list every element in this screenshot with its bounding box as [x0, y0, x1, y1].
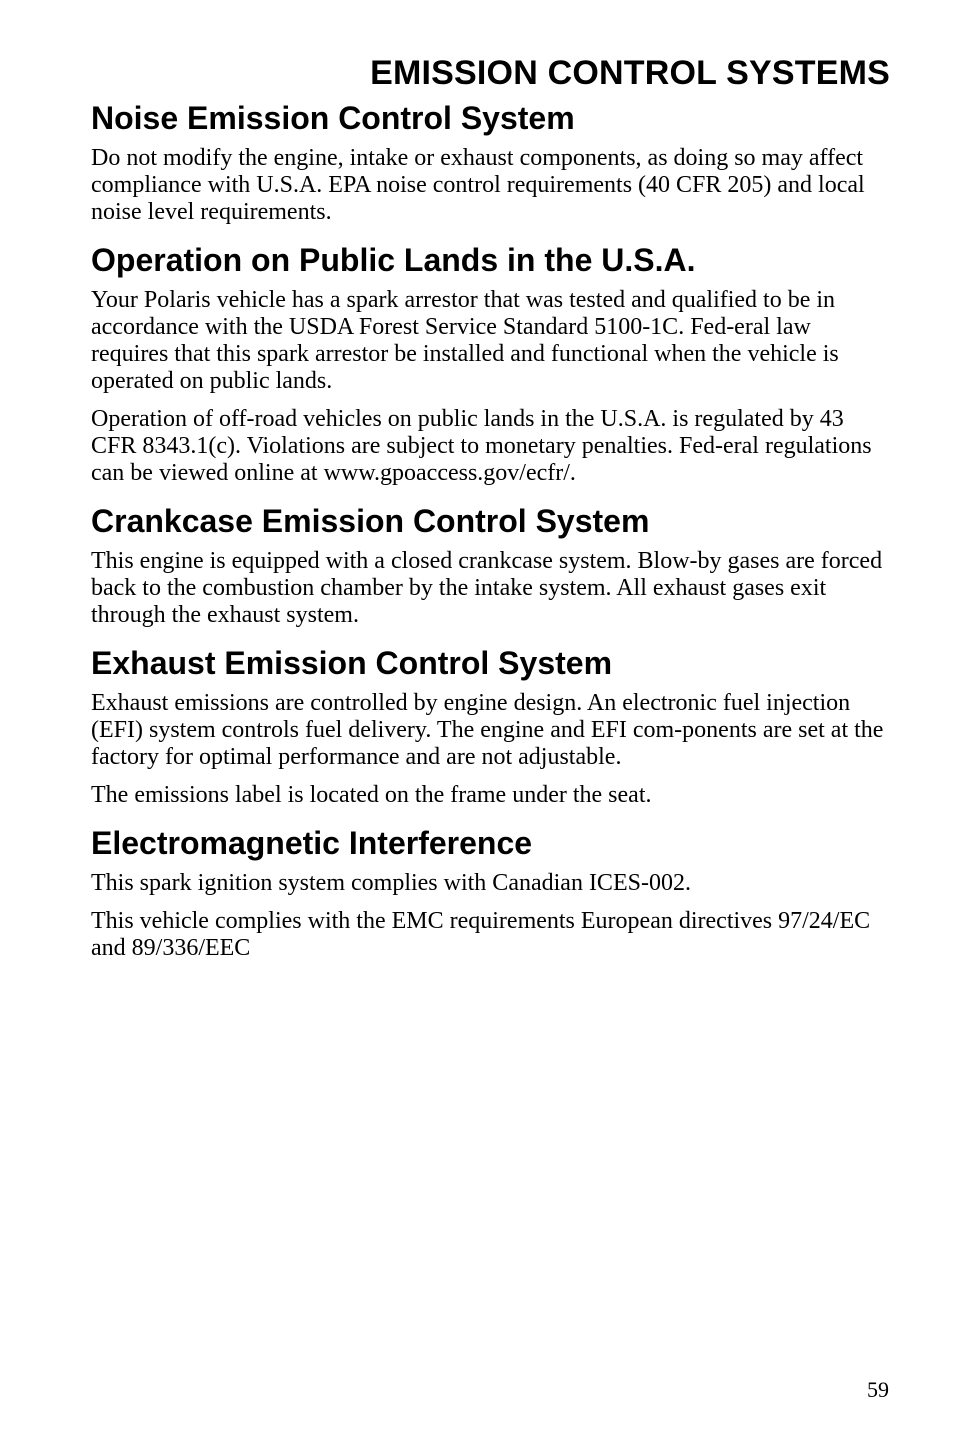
section-paragraph: Your Polaris vehicle has a spark arrestor that was tested and qualified to be in accordance with the USDA Forest Service Standard 5100-1C. Fed-eral law requires that this spark arrestor be installed and functional when the vehicle is operated on public lands.	[91, 287, 839, 394]
section-paragraph: Operation of off-road vehicles on public lands in the U.S.A. is regulated by 43 CFR 8343.1(c). Violations are subject to monetary penalties. Fed-eral regulations can be viewed online at www.gpoaccess.gov/ecfr/.	[91, 406, 872, 486]
section-paragraph: Do not modify the engine, intake or exhaust components, as doing so may affect compliance with U.S.A. EPA noise control requirements (40 CFR 205) and local noise level requirements.	[91, 145, 865, 225]
section-heading: Crankcase Emission Control System	[91, 503, 650, 539]
section-heading: Noise Emission Control System	[91, 100, 575, 136]
content	[91, 96, 891, 974]
page-number: 59	[867, 1377, 889, 1402]
section-heading: Electromagnetic Interference	[91, 825, 533, 861]
section-heading: Exhaust Emission Control System	[91, 645, 613, 681]
section-heading: Operation on Public Lands in the U.S.A.	[91, 242, 696, 278]
section-exhaust-emission	[91, 641, 891, 809]
section-crankcase-emission	[91, 499, 891, 629]
section-noise-emission	[91, 96, 891, 226]
page-title: EMISSION CONTROL SYSTEMS	[370, 54, 890, 92]
section-paragraph: This vehicle complies with the EMC requirements European directives 97/24/EC and 89/336/EEC	[91, 908, 871, 961]
section-electromagnetic-interference	[91, 821, 891, 962]
section-paragraph: This spark ignition system complies with Canadian ICES-002.	[91, 870, 691, 896]
section-paragraph: The emissions label is located on the frame under the seat.	[91, 782, 652, 808]
section-paragraph: This engine is equipped with a closed crankcase system. Blow-by gases are forced back to the combustion chamber by the intake system. All exhaust gases exit through the exhaust system.	[91, 548, 883, 628]
section-paragraph: Exhaust emissions are controlled by engine design. An electronic fuel injection (EFI) system controls fuel delivery. The engine and EFI com-ponents are set at the factory for optimal performance and are not adjustable.	[91, 690, 884, 770]
section-public-lands	[91, 238, 891, 487]
